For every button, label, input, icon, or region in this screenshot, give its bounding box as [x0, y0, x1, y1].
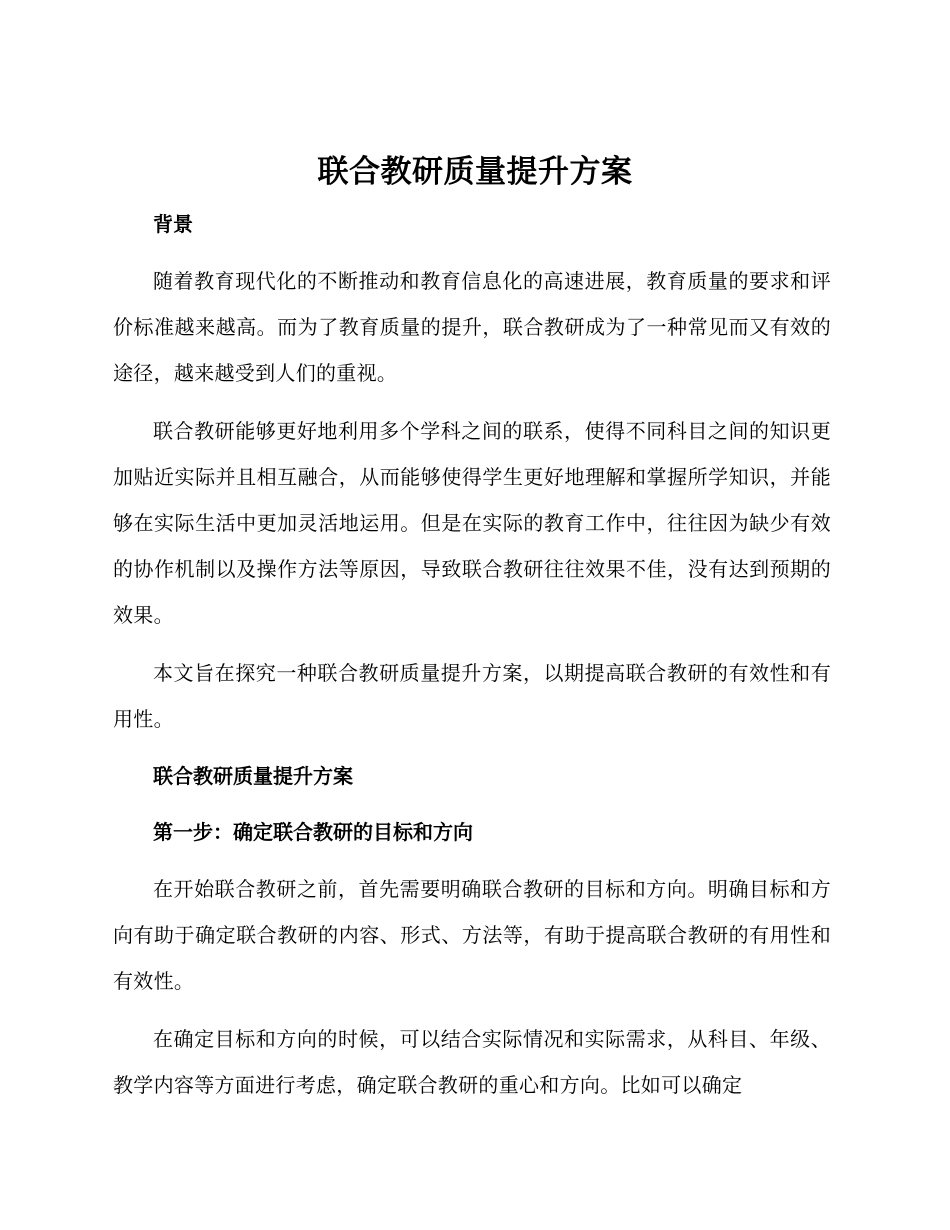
section-heading-background: 背景 — [153, 212, 193, 236]
section-heading-plan: 联合教研质量提升方案 — [153, 764, 353, 788]
section-heading-step1: 第一步：确定联合教研的目标和方向 — [153, 820, 473, 844]
paragraph-3: 本文旨在探究一种联合教研质量提升方案，以期提高联合教研的有效性和有用性。 — [113, 661, 831, 731]
paragraph-5: 在确定目标和方向的时候，可以结合实际情况和实际需求，从科目、年级、教学内容等方面进行考虑，确定联合教研的重心和方向。比如可以确定 — [113, 1027, 831, 1097]
paragraph-2: 联合教研能够更好地利用多个学科之间的联系，使得不同科目之间的知识更加贴近实际并且相互融合，从而能够使得学生更好地理解和掌握所学知识，并能够在实际生活中更加灵活地运用。但是在实际的教育工作中，往往因为缺少有效的协作机制以及操作方法等原因，导致联合教研往往效果不佳，没有达到预期的效果。 — [113, 419, 831, 627]
document-title: 联合教研质量提升方案 — [317, 154, 633, 190]
paragraph-4: 在开始联合教研之前，首先需要明确联合教研的目标和方向。明确目标和方向有助于确定联合教研的内容、形式、方法等，有助于提高联合教研的有用性和有效性。 — [113, 877, 831, 993]
document-body — [113, 202, 831, 1120]
paragraph-1: 随着教育现代化的不断推动和教育信息化的高速进展，教育质量的要求和评价标准越来越高。而为了教育质量的提升，联合教研成为了一种常见而又有效的途径，越来越受到人们的重视。 — [113, 269, 831, 385]
